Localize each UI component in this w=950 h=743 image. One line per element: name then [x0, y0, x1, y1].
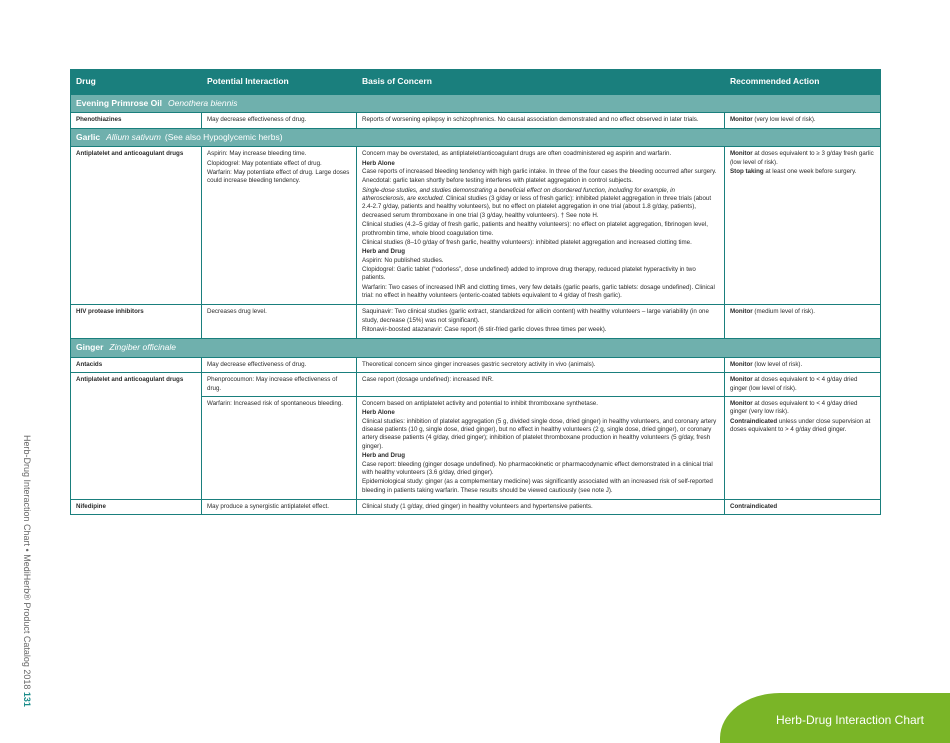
- sidebar: [22, 435, 42, 707]
- table-row: Warfarin: Increased risk of spontaneous bleeding. Concern based on antiplatelet activity and potential to inhibit thromboxane synthetase. Herb Alone Clinical studies: inhibition of platelet aggregation (5 g, divided single dose, dried ginger) in healthy volunteers, and coronary artery disease patients (10 g, single dose, dried ginger), but no effect in healthy volunteers (2 g, single dose, dried ginger), or coronary artery disease patients (4 g/day, dried ginger); inhibition of platelet thromboxane production in healthy volunteers (5 g/day, fresh ginger). Herb and Drug Case report: bleeding (ginger dosage undefined). No pharmacokinetic or pharmacodynamic effect demonstrated in a clinical trial with healthy volunteers (3.6 g/day, dried ginger). Epidemiological study: ginger (as a complementary medicine) was significantly associated with an increased risk of self-reported bleeding in patients taking warfarin. These results should be viewed cautiously (see note J). Monitor at doses equivalent to < 4 g/day dried ginger (very low risk). Contraindicated unless under close supervision at doses equivalent to > 4 g/day dried ginger.: [71, 397, 881, 500]
- interaction-table: [70, 69, 881, 515]
- header-basis: Basis of Concern: [357, 70, 725, 95]
- herb-row-garlic: Garlic Allium sativum (See also Hypoglycemic herbs): [71, 128, 881, 146]
- footer-title: Herb-Drug Interaction Chart: [775, 713, 924, 727]
- page-number: 131: [22, 691, 32, 707]
- sidebar-caption: Herb-Drug Interaction Chart • MediHerb® Product Catalog 2018 131: [22, 435, 32, 707]
- table-header: [71, 70, 881, 95]
- herb-row-epo: Evening Primrose Oil Oenothera biennis: [71, 95, 881, 113]
- table-row: Antiplatelet and anticoagulant drugs Aspirin: May increase bleeding time. Clopidogrel: May potentiate effect of drug. Warfarin: May potentiate effect of drug. Large doses could increase bleeding tendency. Concern may be overstated, as antiplatelet/anticoagulant drugs are often coadministered eg aspirin and warfarin. Herb Alone Case reports of increased bleeding tendency with high garlic intake. In three of the four cases the bleeding occurred after surgery. Anecdotal: garlic taken shortly before testing interferes with platelet aggregation in control subjects. Single-dose studies, and studies demonstrating a beneficial effect on disordered function, including for example, in atherosclerosis, are excluded. Clinical studies (3 g/day or less of fresh garlic): inhibited platelet aggregation in three trials (about 2.4-2.7 g/day, patients and healthy volunteers), but no effect on platelet aggregation in one trial (about 1.8 g/day, patients), decreased serum thromboxane in one trial (3 g/day, healthy volunteers). † See note H. Clinical studies (4.2–5 g/day of fresh garlic, patients and healthy volunteers): no effect on platelet aggregation, fibrinogen level, prothrombin time, whole blood coagulation time. Clinical studies (8–10 g/day of fresh garlic, healthy volunteers): inhibited platelet aggregation and increased clotting time. Herb and Drug Aspirin: No published studies. Clopidogrel: Garlic tablet (“odorless”, dose undefined) added to improve drug therapy, reduced platelet hyperactivity in two patients. Warfarin: Two cases of increased INR and clotting times, very few details (garlic pearls, garlic tablets: dosage undefined). Clinical trial: no effect in healthy volunteers (enteric-coated tablets equivalent to 4 g/day of fresh garlic). Monitor at doses equivalent to ≥ 3 g/day fresh garlic (low level of risk). Stop taking at least one week before surgery.: [71, 147, 881, 305]
- header-drug: Drug: [71, 70, 202, 95]
- table-row: HIV protease inhibitors Decreases drug level. Saquinavir: Two clinical studies (garlic extract, standardized for allicin content) with healthy volunteers – large variability (in one study, decrease (15%) was not significant). Ritonavir-boosted atazanavir: Case report (6 stir-fried garlic cloves three times per week). Monitor (medium level of risk).: [71, 305, 881, 339]
- header-interaction: Potential Interaction: [202, 70, 357, 95]
- table-row: Nifedipine May produce a synergistic antiplatelet effect. Clinical study (1 g/day, dried ginger) in healthy volunteers and hypertensive patients. Contraindicated: [71, 499, 881, 514]
- table-row: Antacids May decrease effectiveness of drug. Theoretical concern since ginger increases gastric secretory activity in vivo (animals). Monitor (low level of risk).: [71, 357, 881, 372]
- table-row: Phenothiazines May decrease effectiveness of drug. Reports of worsening epilepsy in schizophrenics. No causal association demonstrated and no effect observed in later trials. Monitor (very low level of risk).: [71, 113, 881, 128]
- herb-row-ginger: Ginger Zingiber officinale: [71, 339, 881, 357]
- header-action: Recommended Action: [725, 70, 881, 95]
- table-row: Antiplatelet and anticoagulant drugs Phenprocoumon: May increase effectiveness of drug. Case report (dosage undefined): increased INR. Monitor at doses equivalent to < 4 g/day dried ginger (low level of risk).: [71, 373, 881, 397]
